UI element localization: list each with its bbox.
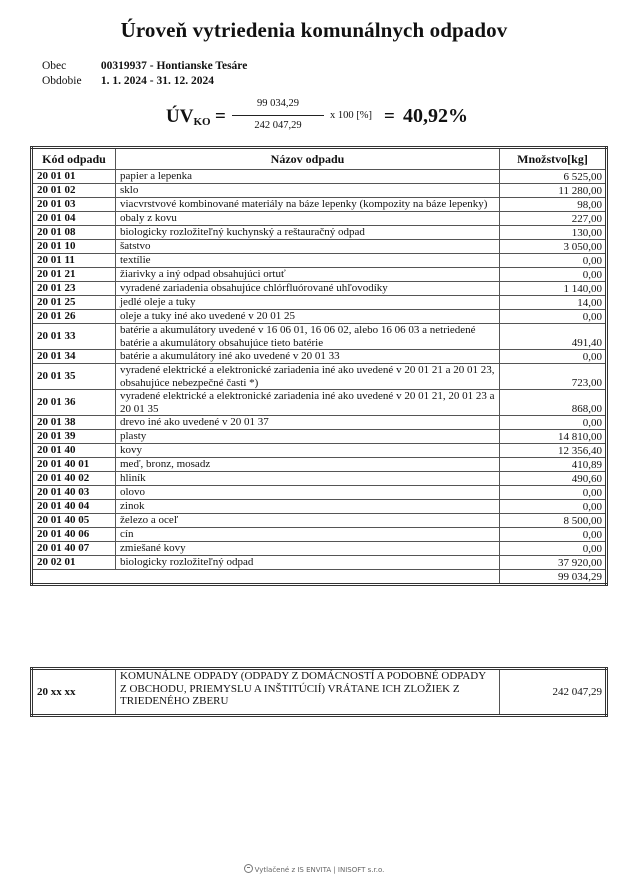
- row-name: jedlé oleje a tuky: [116, 296, 500, 310]
- formula-result: 40,92%: [403, 105, 468, 127]
- row-code: 20 01 40 02: [32, 472, 116, 486]
- table-row: [32, 458, 607, 472]
- period-value: 1. 1. 2024 - 31. 12. 2024: [100, 75, 214, 87]
- row-code: 20 02 01: [32, 556, 116, 570]
- table-row: [32, 350, 607, 364]
- row-code: 20 01 02: [32, 184, 116, 198]
- row-qty: 490,60: [500, 472, 607, 486]
- row-name: vyradené elektrické a elektronické zariadenia iné ako uvedené v 20 01 21 a 20 01 23, obsahujúce nebezpečné časti *): [116, 364, 500, 390]
- table-row: [32, 390, 607, 416]
- row-code: 20 01 40 01: [32, 458, 116, 472]
- table-row: [32, 556, 607, 570]
- row-qty: 8 500,00: [500, 514, 607, 528]
- municipality-label: Obec: [42, 60, 67, 72]
- table-row: [32, 184, 607, 198]
- row-code: 20 01 01: [32, 170, 116, 184]
- row-qty: 0,00: [500, 268, 607, 282]
- table-row: [32, 500, 607, 514]
- row-name: cín: [116, 528, 500, 542]
- row-name: obaly z kovu: [116, 212, 500, 226]
- formula-equals-result: =: [384, 106, 395, 127]
- row-code: 20 01 40 07: [32, 542, 116, 556]
- table-row: [32, 170, 607, 184]
- table-row: [32, 514, 607, 528]
- row-name: oleje a tuky iné ako uvedené v 20 01 25: [116, 310, 500, 324]
- row-qty: 1 140,00: [500, 282, 607, 296]
- row-qty: 3 050,00: [500, 240, 607, 254]
- row-name: vyradené elektrické a elektronické zariadenia iné ako uvedené v 20 01 21, 20 01 23 a 20 01 35: [116, 390, 500, 416]
- row-name: meď, bronz, mosadz: [116, 458, 500, 472]
- row-name: zmiešané kovy: [116, 542, 500, 556]
- table-row: [32, 324, 607, 350]
- row-name: biologicky rozložiteľný kuchynský a reštauračný odpad: [116, 226, 500, 240]
- row-name: plasty: [116, 430, 500, 444]
- row-code: 20 01 40 04: [32, 500, 116, 514]
- row-name: zinok: [116, 500, 500, 514]
- row-name: batérie a akumulátory iné ako uvedené v 20 01 33: [116, 350, 500, 364]
- print-footer: [0, 864, 628, 874]
- table-row: [32, 226, 607, 240]
- row-code: 20 01 11: [32, 254, 116, 268]
- table-row: [32, 296, 607, 310]
- row-name: železo a oceľ: [116, 514, 500, 528]
- row-qty: 11 280,00: [500, 184, 607, 198]
- row-name: batérie a akumulátory uvedené v 16 06 01, 16 06 02, alebo 16 06 03 a netriedené batérie a akumulátory obsahujúce tieto batérie: [116, 324, 500, 350]
- table-row: [32, 282, 607, 296]
- row-name: hliník: [116, 472, 500, 486]
- table-row: [32, 212, 607, 226]
- row-qty: 0,00: [500, 500, 607, 514]
- table-row: [32, 486, 607, 500]
- row-code: 20 01 04: [32, 212, 116, 226]
- table-row: [32, 240, 607, 254]
- row-code: 20 01 25: [32, 296, 116, 310]
- table-row: [32, 444, 607, 458]
- municipal-waste-name: KOMUNÁLNE ODPADY (ODPADY Z DOMÁCNOSTÍ A PODOBNÉ ODPADY Z OBCHODU, PRIEMYSLU A INŠTITÚCIÍ) VRÁTANE ICH ZLOŽIEK Z TRIEDENÉHO ZBERU: [116, 669, 500, 716]
- row-code: 20 01 36: [32, 390, 116, 416]
- row-code: 20 01 08: [32, 226, 116, 240]
- footer-text: Vytlačené z IS ENVITA | INISOFT s.r.o.: [254, 866, 385, 874]
- row-name: žiarivky a iný odpad obsahujúci ortuť: [116, 268, 500, 282]
- waste-table: [30, 146, 608, 586]
- table-row: [32, 268, 607, 282]
- row-code: 20 01 21: [32, 268, 116, 282]
- table-row: [32, 528, 607, 542]
- header-qty: Množstvo[kg]: [500, 148, 607, 170]
- row-qty: 0,00: [500, 350, 607, 364]
- municipality-value: 00319937 - Hontianske Tesáre: [100, 60, 248, 72]
- row-code: 20 01 38: [32, 416, 116, 430]
- formula-numerator: 99 034,29: [257, 98, 299, 109]
- row-name: olovo: [116, 486, 500, 500]
- header-code: Kód odpadu: [32, 148, 116, 170]
- row-name: kovy: [116, 444, 500, 458]
- row-qty: 98,00: [500, 198, 607, 212]
- period-line: [42, 75, 214, 87]
- row-code: 20 01 39: [32, 430, 116, 444]
- municipal-waste-row: [32, 669, 607, 716]
- row-name: drevo iné ako uvedené v 20 01 37: [116, 416, 500, 430]
- municipal-waste-qty: 242 047,29: [500, 669, 607, 716]
- row-qty: 491,40: [500, 324, 607, 350]
- formula-lhs: [166, 106, 211, 128]
- row-code: 20 01 26: [32, 310, 116, 324]
- row-qty: 0,00: [500, 542, 607, 556]
- municipal-waste-code: 20 xx xx: [32, 669, 116, 716]
- table-row: [32, 472, 607, 486]
- formula-lhs-main: ÚV: [166, 106, 194, 127]
- table-header-row: [32, 148, 607, 170]
- fraction-bar: [232, 115, 324, 116]
- row-code: 20 01 10: [32, 240, 116, 254]
- table-row: [32, 254, 607, 268]
- formula-denominator: 242 047,29: [254, 120, 302, 131]
- municipal-waste-table: [30, 667, 608, 717]
- row-qty: 6 525,00: [500, 170, 607, 184]
- row-qty: 0,00: [500, 486, 607, 500]
- row-code: 20 01 33: [32, 324, 116, 350]
- total-value: 99 034,29: [500, 570, 607, 585]
- row-code: 20 01 34: [32, 350, 116, 364]
- formula-lhs-sub: KO: [193, 116, 211, 128]
- table-row: [32, 542, 607, 556]
- table-row: [32, 430, 607, 444]
- row-qty: 37 920,00: [500, 556, 607, 570]
- row-name: vyradené zariadenia obsahujúce chlórfluórované uhľovodíky: [116, 282, 500, 296]
- row-qty: 227,00: [500, 212, 607, 226]
- envita-logo-icon: [244, 864, 253, 873]
- page-title: Úroveň vytriedenia komunálnych odpadov: [120, 18, 508, 42]
- row-code: 20 01 40 03: [32, 486, 116, 500]
- row-qty: 0,00: [500, 416, 607, 430]
- period-label: Obdobie: [42, 75, 82, 87]
- table-row: [32, 198, 607, 212]
- row-qty: 0,00: [500, 528, 607, 542]
- row-name: sklo: [116, 184, 500, 198]
- sorting-level-formula: [0, 98, 628, 134]
- formula-equals: =: [215, 106, 226, 127]
- table-row: [32, 310, 607, 324]
- row-qty: 130,00: [500, 226, 607, 240]
- table-row: [32, 416, 607, 430]
- total-row: [32, 570, 607, 585]
- table-row: [32, 364, 607, 390]
- row-code: 20 01 23: [32, 282, 116, 296]
- header-name: Názov odpadu: [116, 148, 500, 170]
- row-name: šatstvo: [116, 240, 500, 254]
- row-code: 20 01 03: [32, 198, 116, 212]
- row-qty: 14,00: [500, 296, 607, 310]
- row-qty: 0,00: [500, 254, 607, 268]
- row-qty: 12 356,40: [500, 444, 607, 458]
- waste-table-body: [32, 170, 607, 570]
- row-code: 20 01 40 06: [32, 528, 116, 542]
- row-name: textílie: [116, 254, 500, 268]
- formula-multiplier: x 100 [%]: [330, 110, 372, 121]
- row-code: 20 01 35: [32, 364, 116, 390]
- row-qty: 410,89: [500, 458, 607, 472]
- row-code: 20 01 40 05: [32, 514, 116, 528]
- row-name: biologicky rozložiteľný odpad: [116, 556, 500, 570]
- row-qty: 868,00: [500, 390, 607, 416]
- total-label-cell: [32, 570, 500, 585]
- row-code: 20 01 40: [32, 444, 116, 458]
- row-qty: 14 810,00: [500, 430, 607, 444]
- municipality-line: [42, 60, 247, 72]
- row-qty: 0,00: [500, 310, 607, 324]
- row-name: viacvrstvové kombinované materiály na báze lepenky (kompozity na báze lepenky): [116, 198, 500, 212]
- row-name: papier a lepenka: [116, 170, 500, 184]
- row-qty: 723,00: [500, 364, 607, 390]
